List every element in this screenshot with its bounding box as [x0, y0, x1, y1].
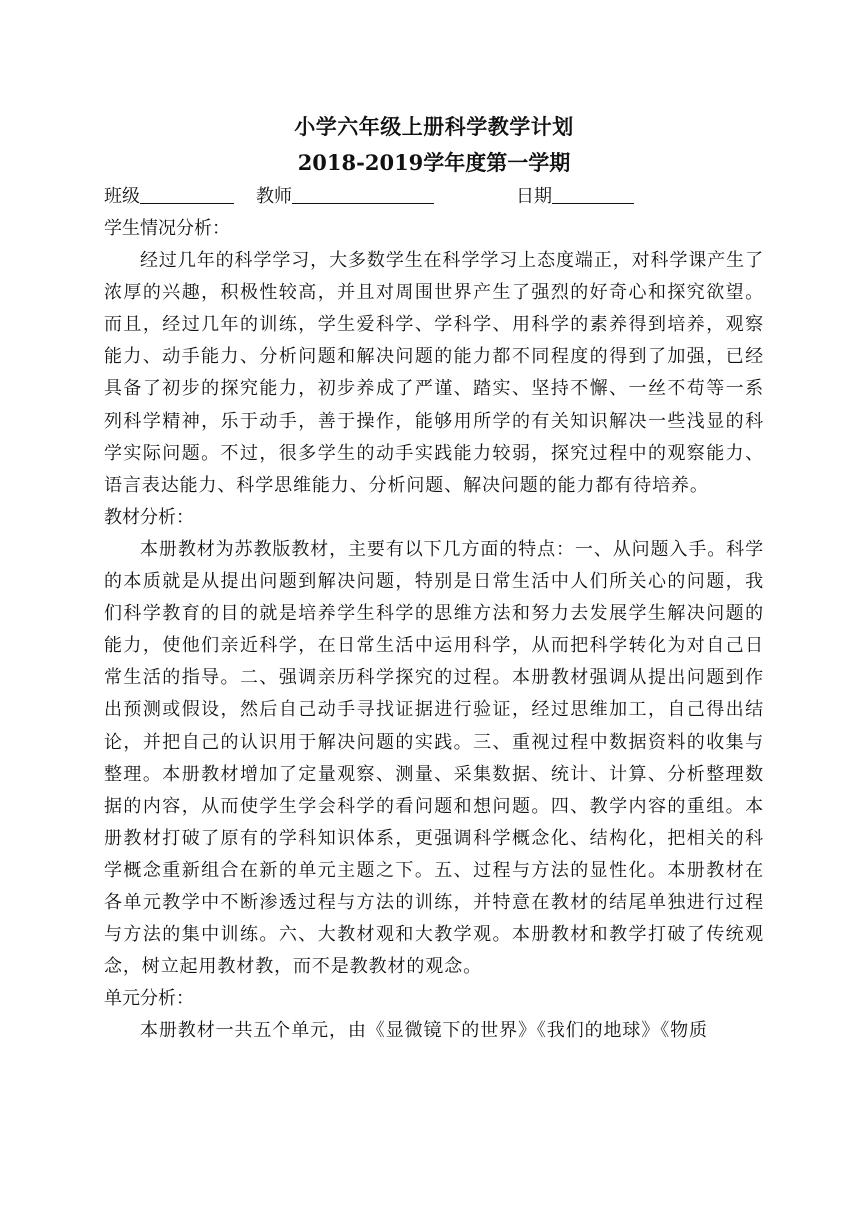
paragraph-textbook: 本册教材为苏教版教材，主要有以下几方面的特点：一、从问题入手。科学的本质就是从提出问题到解决问题，特别是日常生活中人们所关心的问题，我们科学教育的目的就是培养学生科学的思维方法和努力去发展学生解决问题的能力，使他们亲近科学，在日常生活中运用科学，从而把科学转化为对自己日常生活的指导。二、强调亲历科学探究的过程。本册教材强调从提出问题到作出预测或假设，然后自己动手寻找证据进行验证，经过思维加工，自己得出结论，并把自己的认识用于解决问题的实践。三、重视过程中数据资料的收集与整理。本册教材增加了定量观察、测量、采集数据、统计、计算、分析整理数据的内容，从而使学生学会科学的看问题和想问题。四、教学内容的重组。本册教材打破了原有的学科知识体系，更强调科学概念化、结构化，把相关的科学概念重新组合在新的单元主题之下。五、过程与方法的显性化。本册教材在各单元教学中不断渗透过程与方法的训练，并特意在教材的结尾单独进行过程与方法的集中训练。六、大教材观和大教学观。本册教材和教学打破了传统观念，树立起用教材教，而不是教教材的观念。 — [104, 538, 764, 978]
teacher-blank — [292, 185, 434, 204]
section-heading-units: 单元分析： — [104, 988, 194, 1010]
section-heading-textbook: 教材分析： — [104, 506, 194, 528]
paragraph-units: 本册教材一共五个单元，由《显微镜下的世界》《我们的地球》《物质 — [140, 1020, 708, 1042]
class-label: 班级 — [104, 186, 140, 207]
paragraph-students: 经过几年的科学学习，大多数学生在科学学习上态度端正，对科学课产生了浓厚的兴趣，积极性较高，并且对周围世界产生了强烈的好奇心和探究欲望。而且，经过几年的训练，学生爱科学、学科学、用科学的素养得到培养，观察能力、动手能力、分析问题和解决问题的能力都不同程度的得到了加强，已经具备了初步的探究能力，初步养成了严谨、踏实、坚持不懈、一丝不苟等一系列科学精神，乐于动手，善于操作，能够用所学的有关知识解决一些浅显的科学实际问题。不过，很多学生的动手实践能力较弱，探究过程中的观察能力、语言表达能力、科学思维能力、分析问题、解决问题的能力都有待培养。 — [104, 250, 764, 496]
teacher-label: 教师 — [256, 186, 292, 207]
date-label: 日期 — [516, 186, 552, 207]
document-subtitle: 2018-2019学年度第一学期 — [297, 150, 571, 175]
section-heading-students: 学生情况分析： — [104, 218, 230, 239]
document-page — [104, 108, 764, 1047]
document-title: 小学六年级上册科学教学计划 — [294, 114, 574, 139]
date-blank — [552, 185, 634, 204]
info-line — [104, 181, 764, 213]
class-blank — [140, 185, 234, 204]
